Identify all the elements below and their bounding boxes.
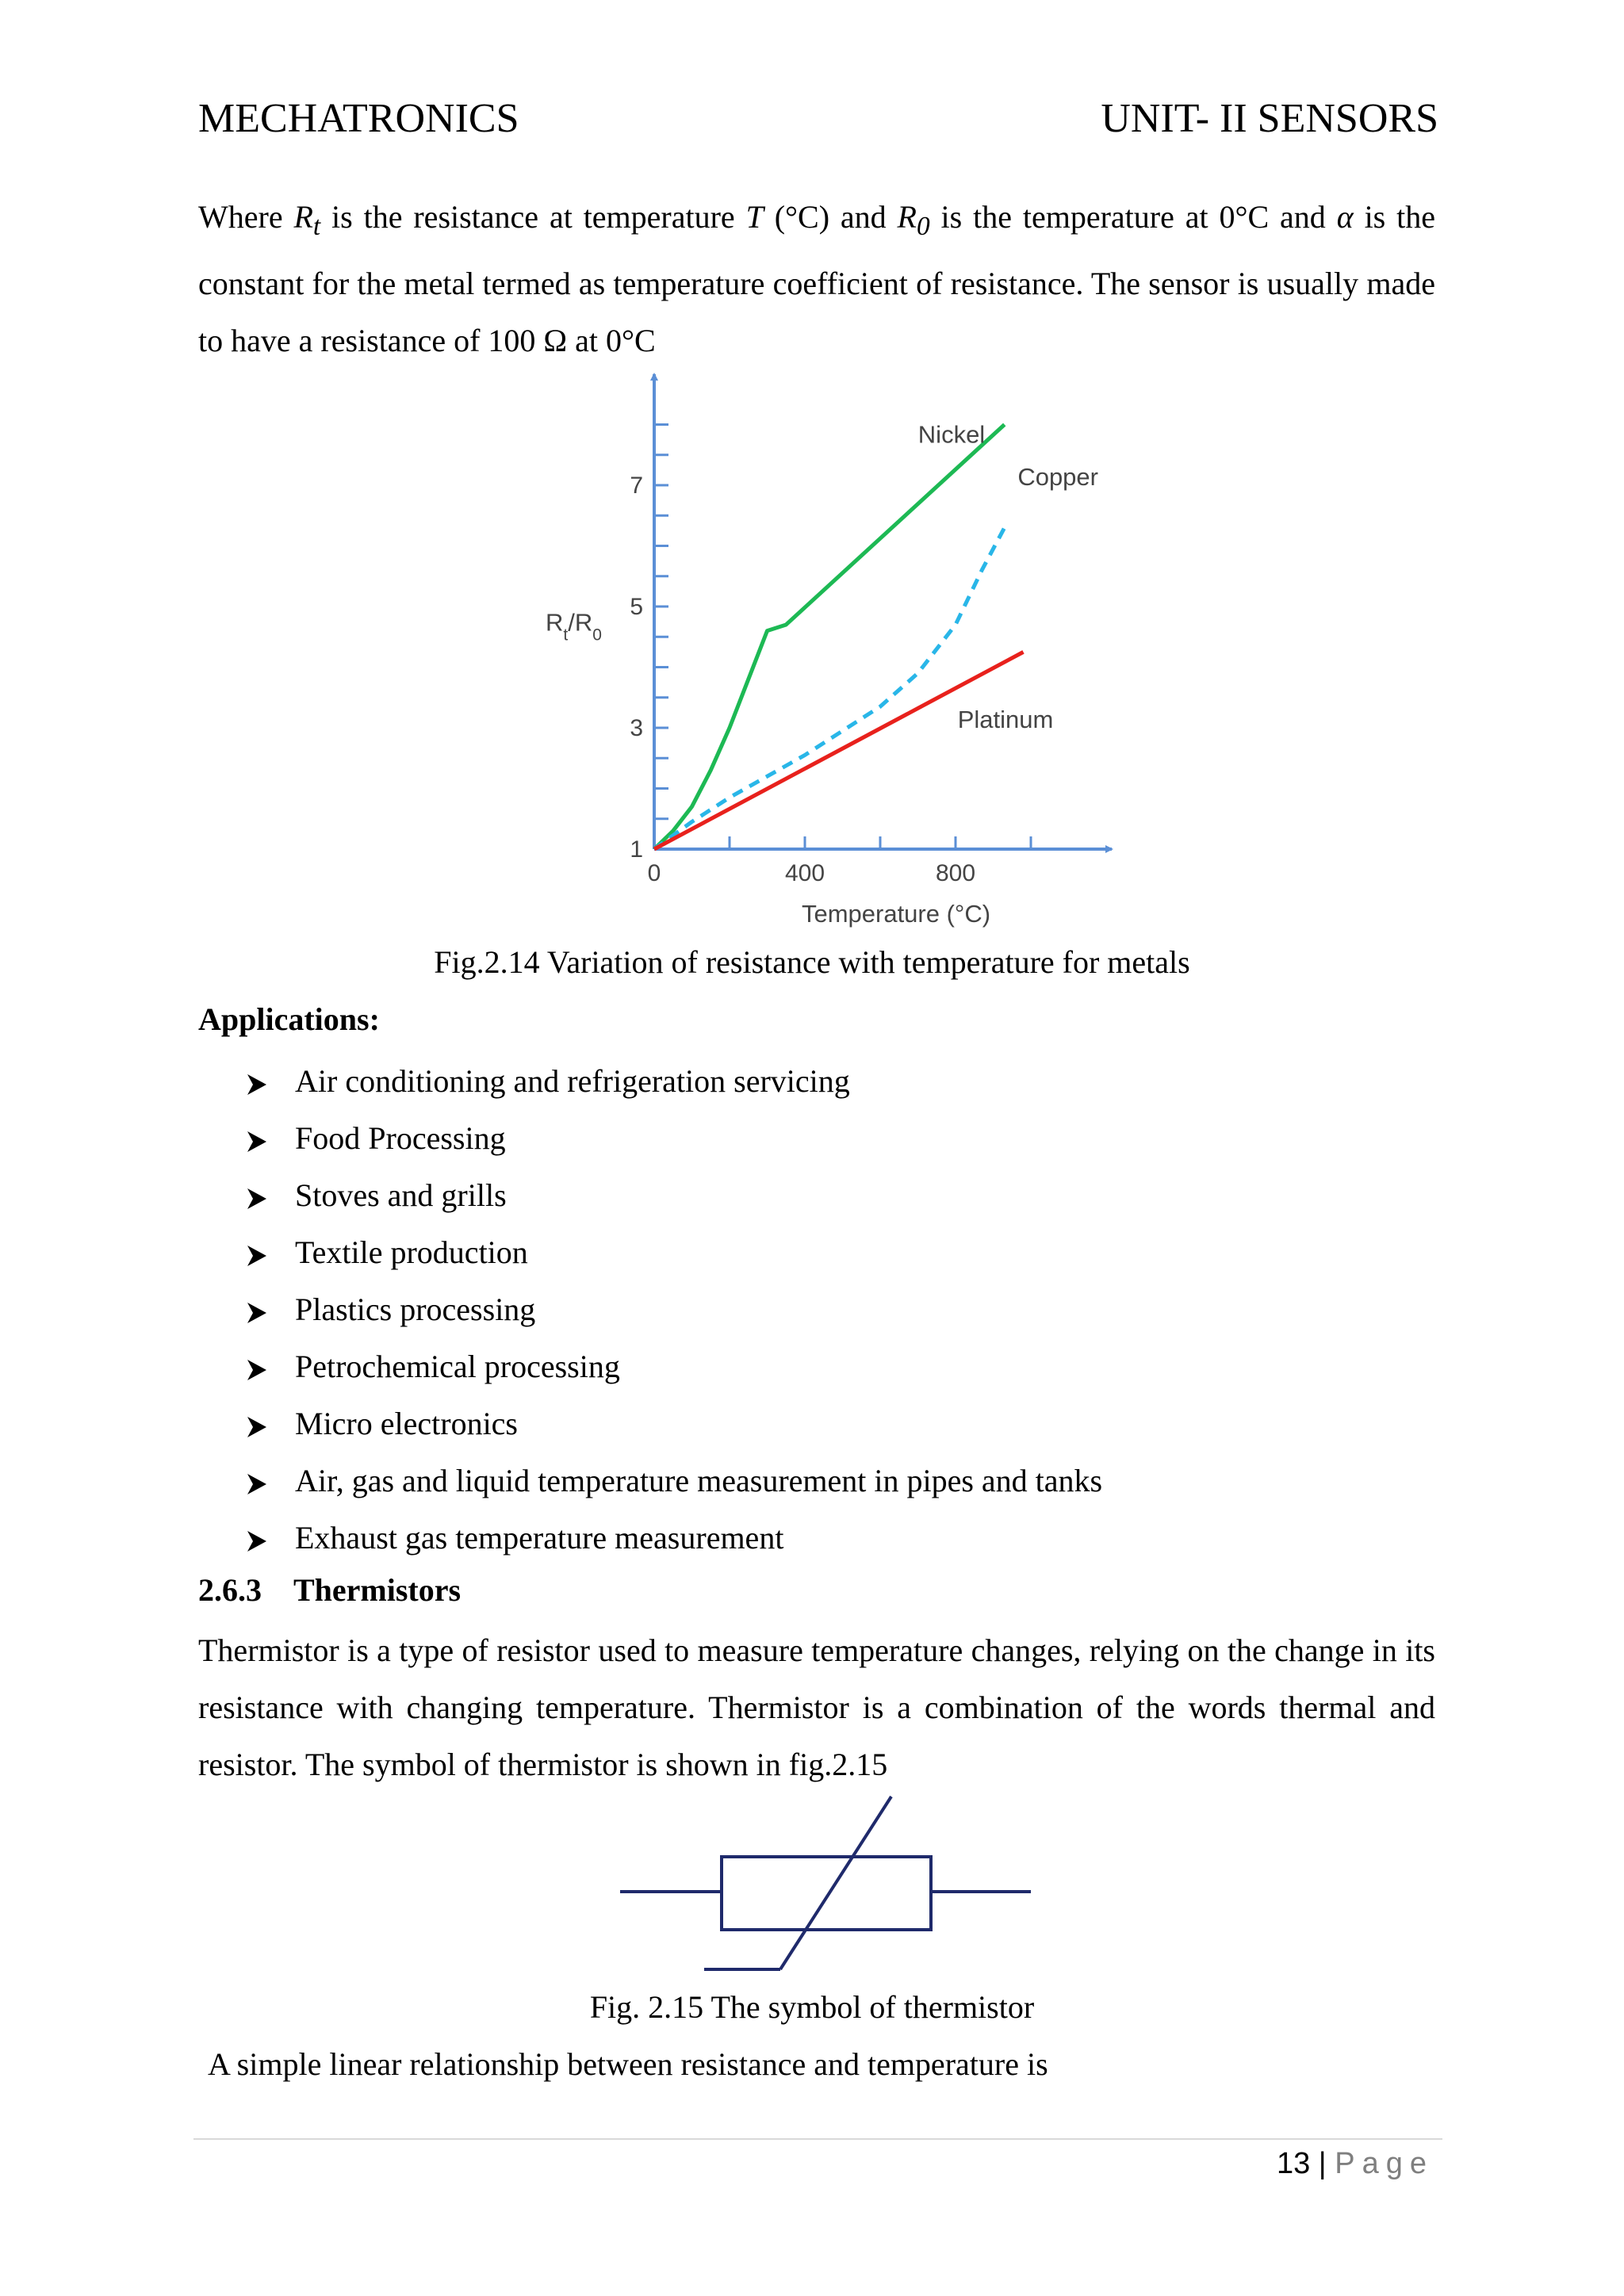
- x-tick-label: 0: [647, 860, 661, 886]
- y-tick-label: 5: [630, 594, 643, 620]
- figure-2-14-caption: Fig.2.14 Variation of resistance with temperature for metals: [434, 944, 1190, 980]
- y-tick-label: 3: [630, 715, 643, 741]
- x-tick-label: 400: [784, 860, 825, 886]
- resistance-temperature-chart: [515, 365, 1134, 936]
- list-item: Air, gas and liquid temperature measurement in pipes and tanks: [246, 1452, 1102, 1510]
- arrow-bullet-icon: [246, 1452, 295, 1510]
- header-title-left: MECHATRONICS: [198, 96, 519, 141]
- applications-list: [246, 1053, 1102, 1567]
- intro-paragraph: Where $R_t$ is the resistance at temperature T (°C) and $R_0$ is the temperature at 0°C and α is the constant for the metal termed as temperature coefficient of resistance. The sensor is usually made to have a resistance of 100 Ω at 0°C: [198, 199, 1435, 358]
- arrow-bullet-icon: [246, 1224, 295, 1281]
- footer-divider: [193, 2138, 1442, 2140]
- resistor-body: [722, 1857, 931, 1930]
- series-line-platinum: [654, 652, 1024, 849]
- arrow-bullet-icon: [246, 1167, 295, 1224]
- thermistor-symbol-diagram: [611, 1793, 1039, 1984]
- list-item: Air conditioning and refrigeration servicing: [246, 1053, 1102, 1110]
- arrow-bullet-icon: [246, 1510, 295, 1567]
- section-heading: [198, 1571, 461, 1609]
- series-line-nickel: [654, 425, 1005, 850]
- list-item: Plastics processing: [246, 1281, 1102, 1338]
- list-item: Food Processing: [246, 1110, 1102, 1167]
- list-item: Stoves and grills: [246, 1167, 1102, 1224]
- list-item: Petrochemical processing: [246, 1338, 1102, 1395]
- arrow-bullet-icon: [246, 1338, 295, 1395]
- section-title: Thermistors: [293, 1572, 462, 1608]
- series-label-copper: Copper: [1017, 463, 1098, 491]
- arrow-bullet-icon: [246, 1053, 295, 1110]
- y-tick-label: 1: [630, 836, 643, 863]
- list-item: Textile production: [246, 1224, 1102, 1281]
- x-axis-label: Temperature (°C): [801, 900, 991, 928]
- thermistor-paragraph: Thermistor is a type of resistor used to measure temperature changes, relying on the change in its resistance with changing temperature. Thermistor is a combination of the words thermal and resistor. The symbol of thermistor is shown in fig.2.15: [198, 1632, 1435, 1782]
- y-tick-label: 7: [630, 473, 643, 499]
- applications-heading: Applications:: [198, 1001, 380, 1037]
- list-item: Micro electronics: [246, 1395, 1102, 1452]
- arrow-bullet-icon: [246, 1281, 295, 1338]
- section-number: 2.6.3: [198, 1572, 262, 1608]
- series-label-nickel: Nickel: [917, 420, 986, 449]
- list-item: Exhaust gas temperature measurement: [246, 1510, 1102, 1567]
- closing-sentence: A simple linear relationship between resistance and temperature is: [208, 2046, 1048, 2082]
- page-number: 13 | Page: [1276, 2147, 1434, 2180]
- arrow-bullet-icon: [246, 1395, 295, 1452]
- figure-2-15-caption: Fig. 2.15 The symbol of thermistor: [589, 1989, 1035, 2025]
- thermal-slash: [780, 1797, 891, 1969]
- x-tick-label: 800: [935, 860, 976, 886]
- arrow-bullet-icon: [246, 1110, 295, 1167]
- header-title-right: UNIT- II SENSORS: [1101, 96, 1438, 141]
- series-label-platinum: Platinum: [957, 706, 1054, 733]
- y-axis-label: $R_t/R_0$: [546, 608, 602, 645]
